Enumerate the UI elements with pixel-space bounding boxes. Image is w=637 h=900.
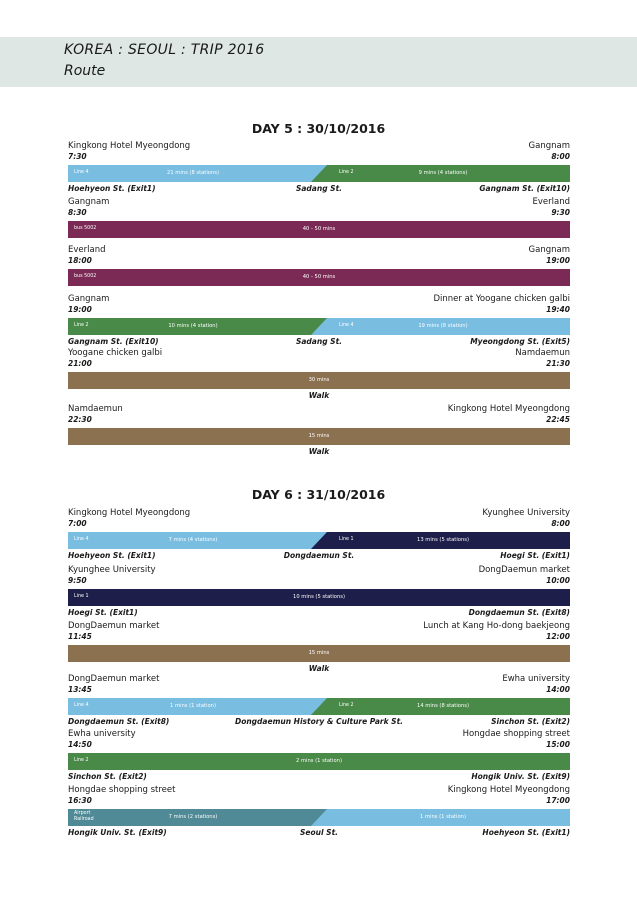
duration-label: 21 mins (8 stations) (167, 170, 219, 176)
route-segment (68, 245, 570, 301)
origin-label: Everland (68, 245, 106, 255)
transit-bar (68, 221, 570, 238)
station-label: Hoehyeon St. (Exit1) (68, 551, 156, 560)
station-label: Walk (308, 447, 330, 456)
line-name-label: Line 2 (74, 323, 89, 328)
origin-label: DongDaemun market (68, 621, 160, 631)
departure-time: 7:00 (68, 519, 87, 528)
arrival-time: 8:00 (551, 519, 570, 528)
origin-label: DongDaemun market (68, 674, 160, 684)
destination-label: Gangnam (528, 141, 570, 151)
arrival-time: 19:40 (546, 305, 570, 314)
destination-label: Ewha university (502, 674, 570, 684)
line-name-label: Airport Railroad (74, 811, 94, 822)
origin-label: Gangnam (68, 294, 110, 304)
line-name-label: Line 4 (339, 323, 354, 328)
trip-title: KOREA : SEOUL : TRIP 2016 (64, 42, 265, 58)
route-segment (68, 404, 570, 460)
departure-time: 9:50 (68, 576, 87, 585)
destination-label: Lunch at Kang Ho-dong baekjeong (423, 621, 570, 631)
transit-bar (68, 809, 570, 826)
line-name-label: Line 1 (339, 537, 354, 542)
departure-time: 14:50 (68, 740, 92, 749)
station-label: Dongdaemun History & Culture Park St. (234, 717, 404, 726)
station-label: Hoegi St. (Exit1) (68, 608, 138, 617)
duration-label: 1 mins (1 station) (170, 703, 216, 709)
duration-label: 7 mins (4 stations) (168, 537, 218, 543)
departure-time: 18:00 (68, 256, 92, 265)
route-segment (68, 621, 570, 677)
transit-bar (68, 372, 570, 389)
station-label: Walk (308, 664, 330, 673)
station-row (68, 184, 570, 195)
destination-label: Everland (532, 197, 570, 207)
station-row (68, 337, 570, 348)
departure-time: 21:00 (68, 359, 92, 368)
destination-label: Gangnam (528, 245, 570, 255)
station-label: Hoegi St. (Exit1) (500, 551, 570, 560)
line-name-label: bus 5002 (74, 226, 97, 231)
route-segment (68, 674, 570, 730)
arrival-time: 14:00 (546, 685, 570, 694)
arrival-time: 10:00 (546, 576, 570, 585)
station-row (68, 391, 570, 402)
departure-time: 16:30 (68, 796, 92, 805)
departure-time: 19:00 (68, 305, 92, 314)
transit-bar (68, 589, 570, 606)
departure-time: 13:45 (68, 685, 92, 694)
route-segment (68, 294, 570, 350)
destination-label: Dinner at Yoogane chicken galbi (433, 294, 570, 304)
station-row (68, 717, 570, 728)
duration-label: 40 - 50 mins (302, 226, 336, 232)
route-segment (68, 141, 570, 197)
line-name-label: Line 1 (74, 594, 89, 599)
line-name-label: Line 2 (339, 703, 354, 708)
station-label: Walk (308, 391, 330, 400)
arrival-time: 12:00 (546, 632, 570, 641)
destination-label: DongDaemun market (478, 565, 570, 575)
station-label: Hoehyeon St. (Exit1) (68, 184, 156, 193)
document-header (0, 37, 637, 87)
duration-label: 40 - 50 mins (302, 274, 336, 280)
station-label: Hoehyeon St. (Exit1) (482, 828, 570, 837)
station-row (68, 551, 570, 562)
line-name-label: Line 4 (74, 170, 89, 175)
arrival-time: 17:00 (546, 796, 570, 805)
station-label: Dongdaemun St. (283, 551, 355, 560)
destination-label: Namdaemun (515, 348, 570, 358)
route-segment (68, 785, 570, 841)
transit-bar (68, 698, 570, 715)
origin-label: Ewha university (68, 729, 136, 739)
route-subtitle: Route (64, 63, 106, 79)
station-row (68, 828, 570, 839)
origin-label: Kyunghee University (68, 565, 156, 575)
duration-label: 10 mins (4 station) (168, 323, 218, 329)
station-label: Dongdaemun St. (Exit8) (468, 608, 570, 617)
line-name-label: Line 2 (339, 170, 354, 175)
line-name-label: Line 4 (74, 703, 89, 708)
departure-time: 8:30 (68, 208, 87, 217)
departure-time: 22:30 (68, 415, 92, 424)
day-title: DAY 6 : 31/10/2016 (251, 487, 386, 502)
destination-label: Kyunghee University (482, 508, 570, 518)
duration-label: 10 mins (5 stations) (293, 594, 345, 600)
arrival-time: 22:45 (546, 415, 570, 424)
destination-label: Kingkong Hotel Myeongdong (447, 404, 570, 414)
route-segment (68, 565, 570, 621)
arrival-time: 15:00 (546, 740, 570, 749)
origin-label: Kingkong Hotel Myeongdong (68, 141, 191, 151)
duration-label: 13 mins (5 stations) (417, 537, 469, 543)
arrival-time: 21:30 (546, 359, 570, 368)
station-label: Gangnam St. (Exit10) (68, 337, 159, 346)
transit-bar (68, 165, 570, 182)
line-name-label: bus 5002 (74, 274, 97, 279)
station-label: Hongik Univ. St. (Exit9) (68, 828, 167, 837)
destination-label: Kingkong Hotel Myeongdong (447, 785, 570, 795)
origin-label: Hongdae shopping street (68, 785, 176, 795)
station-label: Sinchon St. (Exit2) (68, 772, 147, 781)
duration-label: 7 mins (2 stations) (168, 814, 218, 820)
transit-bar (68, 645, 570, 662)
duration-label: 14 mins (8 stations) (417, 703, 469, 709)
origin-label: Gangnam (68, 197, 110, 207)
transit-bar (68, 318, 570, 335)
transit-bar (68, 753, 570, 770)
destination-label: Hongdae shopping street (462, 729, 570, 739)
transit-bar (68, 269, 570, 286)
duration-label: 2 mins (1 station) (296, 758, 342, 764)
arrival-time: 9:30 (551, 208, 570, 217)
origin-label: Namdaemun (68, 404, 123, 414)
route-segment (68, 729, 570, 785)
duration-label: 15 mins (308, 650, 330, 656)
day-title: DAY 5 : 30/10/2016 (251, 121, 386, 136)
duration-label: 9 mins (4 stations) (418, 170, 468, 176)
arrival-time: 19:00 (546, 256, 570, 265)
transit-bar (68, 428, 570, 445)
duration-label: 15 mins (308, 433, 330, 439)
station-label: Sadang St. (295, 184, 343, 193)
arrival-time: 8:00 (551, 152, 570, 161)
station-label: Gangnam St. (Exit10) (479, 184, 570, 193)
duration-label: 19 mins (8 station) (418, 323, 468, 329)
station-label: Hongik Univ. St. (Exit9) (471, 772, 570, 781)
station-label: Myeongdong St. (Exit5) (470, 337, 570, 346)
origin-label: Kingkong Hotel Myeongdong (68, 508, 191, 518)
station-row (68, 772, 570, 783)
transit-bar (68, 532, 570, 549)
departure-time: 11:45 (68, 632, 92, 641)
station-row (68, 447, 570, 458)
departure-time: 7:30 (68, 152, 87, 161)
duration-label: 1 mins (1 station) (420, 814, 466, 820)
station-label: Seoul St. (300, 828, 338, 837)
route-segment (68, 348, 570, 404)
line-name-label: Line 2 (74, 758, 89, 763)
duration-label: 30 mins (308, 377, 330, 383)
station-label: Sadang St. (295, 337, 343, 346)
station-row (68, 608, 570, 619)
station-label: Sinchon St. (Exit2) (491, 717, 570, 726)
route-segment (68, 508, 570, 564)
station-label: Dongdaemun St. (Exit8) (68, 717, 170, 726)
line-name-label: Line 4 (74, 537, 89, 542)
origin-label: Yoogane chicken galbi (68, 348, 163, 358)
